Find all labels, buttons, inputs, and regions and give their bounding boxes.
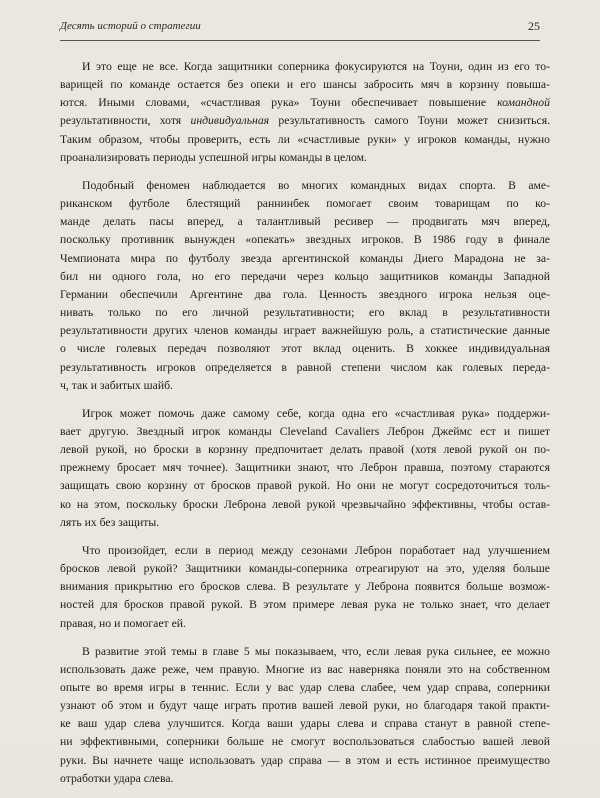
- text-line: [60, 76, 550, 94]
- text-line: [60, 322, 550, 340]
- page-number: 25: [528, 19, 540, 33]
- text-run: ко на этом, поскольку броски Леброна левой рукой чрезвычайно эффективны, чтобы остав-: [60, 497, 550, 511]
- text-run: опыте во время игры в теннис. Если у вас удар слева слабее, чем удар справа, соперники: [60, 681, 550, 694]
- text-run: внимания прикрытию его бросков слева. В результате у Леброна появится больше возмож-: [60, 580, 550, 594]
- text-run: защищать свою корзину от бросков правой рукой. Но они не могут сосредоточиться толь-: [60, 479, 550, 493]
- emphasis-text: индивидуальная: [190, 114, 270, 128]
- text-line: [60, 560, 550, 578]
- header-rule: [60, 40, 540, 41]
- text-run: лять их без защиты.: [60, 515, 160, 529]
- text-run: результативность самого Тоуни может снизиться.: [269, 114, 550, 128]
- text-line: [60, 441, 550, 459]
- text-line: [60, 112, 550, 130]
- text-run: Подобный феномен наблюдается во многих командных видах спорта. В аме-: [82, 178, 550, 192]
- text-line: [60, 770, 550, 788]
- text-run: поскольку противник вынужден «опекать» звездных игроков. В 1986 году в финале: [60, 233, 550, 247]
- text-line: [60, 459, 550, 477]
- text-line: [60, 596, 550, 614]
- text-line: [60, 496, 550, 514]
- text-run: ностей для бросков правой рукой. В этом примере левая рука не только знает, что делает: [60, 598, 550, 612]
- text-line: [60, 195, 550, 213]
- text-line: [60, 615, 550, 633]
- text-line: [60, 679, 550, 697]
- text-line: [60, 643, 550, 661]
- text-run: левой рукой, но броски в корзину предпочитает делать правой (хотя левой рукой он по-: [60, 443, 550, 457]
- text-run: прежнему бросает мяч точнее). Защитники знают, что Леброн правша, поэтому стараются: [60, 461, 550, 475]
- text-line: [60, 697, 550, 715]
- text-run: В развитие этой темы в главе 5 мы показываем, что, если левая рука сильнее, ее можно: [82, 644, 550, 658]
- text-run: отработки удара слева.: [60, 771, 174, 785]
- paragraph: [60, 405, 550, 532]
- text-line: [60, 177, 550, 195]
- text-run: ются. Иными словами, «счастливая рука» Тоуни обеспечивает повышение: [60, 96, 498, 110]
- text-line: [60, 268, 550, 286]
- text-run: нивать только по его личной результативности; его вклад в результативности: [60, 306, 550, 320]
- text-run: ч, так и забитых шайб.: [60, 378, 173, 392]
- text-line: [60, 405, 550, 423]
- text-line: [60, 752, 550, 770]
- text-line: [60, 423, 550, 441]
- text-run: риканском футболе блестящий раннинбек помогает своим товарищам по ко-: [60, 197, 550, 211]
- paragraph: [60, 177, 550, 395]
- text-run: использовать даже реже, чем правую. Многие из вас наверняка поняли это на собственном: [60, 662, 550, 676]
- text-line: [60, 250, 550, 268]
- text-run: Таким образом, чтобы проверить, есть ли «счастливые руки» у игроков команды, нужно: [60, 132, 550, 146]
- text-line: [60, 149, 550, 167]
- text-run: узнают об этом и будут чаще играть против вашей левой руки, но благодаря такой практи-: [60, 699, 550, 713]
- paragraph: [60, 58, 550, 167]
- running-title: Десять историй о стратегии: [60, 20, 201, 32]
- text-line: [60, 514, 550, 532]
- text-run: результативности других членов команды играет важнейшую роль, а статистические данные: [60, 324, 550, 338]
- paragraph: [60, 542, 550, 633]
- text-line: [60, 377, 550, 395]
- text-run: варищей по команде остается без опеки и его шансы забросить мяч в корзину повыша-: [60, 78, 550, 92]
- text-line: [60, 304, 550, 322]
- text-run: правая, но и помогает ей.: [60, 616, 186, 630]
- text-run: бросков левой рукой? Защитники команды-соперника отреагируют на это, уделяя больше: [60, 562, 550, 576]
- text-run: ке ваш удар слева улучшится. Когда ваши удары слева и справа станут в равной степе-: [60, 717, 550, 731]
- text-line: [60, 231, 550, 249]
- text-line: [60, 715, 550, 733]
- text-run: Чемпионата мира по футболу звезда аргентинской команды Диего Марадона не за-: [60, 251, 550, 265]
- text-line: [60, 131, 550, 149]
- text-line: [60, 578, 550, 596]
- body-text: [60, 58, 550, 798]
- text-line: [60, 286, 550, 304]
- text-run: результативность игроков определяется в равной степени числом как голевых переда-: [60, 360, 550, 374]
- text-line: [60, 359, 550, 377]
- text-run: о числе голевых передач позволяют этот вклад оценить. В хоккее индивидуальная: [60, 342, 550, 356]
- paragraph: [60, 643, 550, 788]
- text-run: бил ни одного гола, но его передачи через кольцо защитников команды Западной: [60, 269, 550, 283]
- text-run: И это еще не все. Когда защитники соперника фокусируются на Тоуни, один из его то-: [82, 60, 550, 73]
- text-run: манде делать пасы вперед, а талантливый ресивер — продвигать мяч вперед,: [60, 215, 550, 229]
- text-run: руки. Вы начнете чаще использовать удар справа — в этом и есть истинное преимущество: [60, 753, 550, 767]
- text-line: [60, 213, 550, 231]
- text-line: [60, 733, 550, 751]
- text-line: [60, 58, 550, 76]
- text-run: вает другую. Звездный игрок команды Cleveland Cavaliers Леброн Джеймс ест и пишет: [60, 424, 550, 438]
- text-line: [60, 340, 550, 358]
- text-run: Германии обеспечили Аргентине два гола. Ценность звездного игрока нельзя оце-: [60, 287, 550, 301]
- text-run: Игрок может помочь даже самому себе, когда одна его «счастливая рука» поддержи-: [82, 406, 550, 420]
- text-run: результативности, хотя: [60, 114, 191, 128]
- text-line: [60, 477, 550, 495]
- emphasis-text: командной: [497, 96, 550, 110]
- text-line: [60, 542, 550, 560]
- text-line: [60, 94, 550, 112]
- text-run: ни эффективными, соперники больше не смогут воспользоваться слабостью вашей левой: [60, 735, 550, 749]
- text-run: проанализировать периоды успешной игры команды в целом.: [60, 150, 367, 164]
- text-run: Что произойдет, если в период между сезонами Леброн поработает над улучшением: [82, 543, 550, 557]
- text-line: [60, 661, 550, 679]
